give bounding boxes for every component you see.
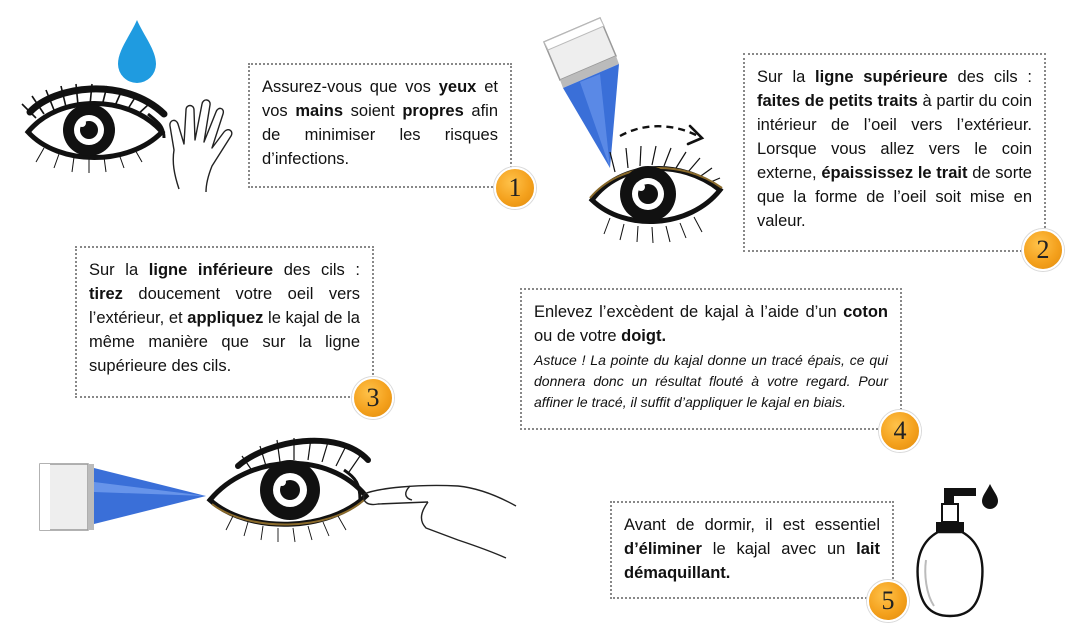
- step-5-box: [610, 501, 894, 599]
- body-text: Sur la: [89, 261, 149, 279]
- step-1-badge: 1: [494, 167, 536, 209]
- step-3-box: [75, 246, 374, 398]
- emphasis-text: appliquez: [187, 309, 264, 327]
- body-text: à partir du coin intérieur de l’oeil vers l’extérieur. Lorsque vous allez vers le coin externe,: [757, 92, 1032, 182]
- water-drop-icon: [118, 20, 156, 83]
- emphasis-text: lait démaquillant.: [624, 540, 880, 582]
- step-4-box: [520, 288, 902, 430]
- step-4-tip: Astuce ! La pointe du kajal donne un tracé épais, ce qui donnera donc un résultat flouté à votre regard. Pour affiner le tracé, il suffit d’appliquer le kajal en biais.: [534, 352, 888, 410]
- lotion-bottle-illustration: [912, 470, 1022, 620]
- finger-icon: [364, 485, 516, 558]
- step-2-badge: 2: [1022, 229, 1064, 271]
- body-text: Sur la: [757, 68, 816, 86]
- step-5-text: [624, 516, 880, 582]
- emphasis-text: propres: [402, 102, 464, 120]
- body-text: le kajal avec un: [701, 540, 857, 558]
- step-2-text: [757, 68, 1032, 230]
- step-4-badge: 4: [879, 410, 921, 452]
- body-text: et vos: [262, 78, 498, 120]
- step-1-box: [248, 63, 512, 188]
- emphasis-text: tirez: [89, 285, 123, 303]
- step-3-text: [89, 261, 360, 375]
- body-text: de sorte que la forme de l’oeil soit mise en valeur.: [757, 164, 1032, 230]
- body-text: des cils :: [947, 68, 1032, 86]
- step-2-box: [743, 53, 1046, 252]
- emphasis-text: ligne supérieure: [815, 68, 948, 86]
- upper-line-illustration: [540, 12, 740, 252]
- step-1-text: [262, 78, 498, 168]
- emphasis-text: doigt.: [621, 327, 667, 345]
- body-text: des cils :: [273, 261, 361, 279]
- body-text: afin de minimiser les risques d’infections.: [262, 102, 499, 168]
- emphasis-text: d’éliminer: [624, 540, 702, 558]
- emphasis-text: ligne inférieure: [148, 261, 274, 279]
- kajal-pencil-icon: [94, 468, 206, 524]
- body-text: ou de votre: [534, 327, 622, 345]
- body-text: doucement votre oeil vers l’extérieur, et: [89, 285, 360, 327]
- step-3-badge: 3: [352, 377, 394, 419]
- emphasis-text: faites de petits traits: [757, 92, 918, 110]
- step-5-badge: 5: [867, 580, 909, 622]
- emphasis-text: coton: [843, 303, 888, 321]
- lower-line-illustration: [38, 420, 518, 570]
- clean-eye-illustration: [14, 14, 244, 194]
- emphasis-text: épaississez le trait: [821, 164, 968, 182]
- body-text: le kajal de la même manière que sur la ligne supérieure des cils.: [89, 309, 360, 375]
- body-text: Avant de dormir, il est essentiel: [624, 516, 880, 534]
- arrow-icon: [620, 126, 698, 136]
- hand-icon: [170, 100, 232, 192]
- body-text: Assurez-vous que vos: [262, 78, 439, 96]
- body-text: soient: [343, 102, 403, 120]
- step-4-text: [534, 303, 888, 345]
- emphasis-text: yeux: [438, 78, 477, 96]
- body-text: Enlevez l’excèdent de kajal à l’aide d’un: [534, 303, 844, 321]
- emphasis-text: mains: [295, 102, 344, 120]
- lotion-drop-icon: [982, 484, 998, 509]
